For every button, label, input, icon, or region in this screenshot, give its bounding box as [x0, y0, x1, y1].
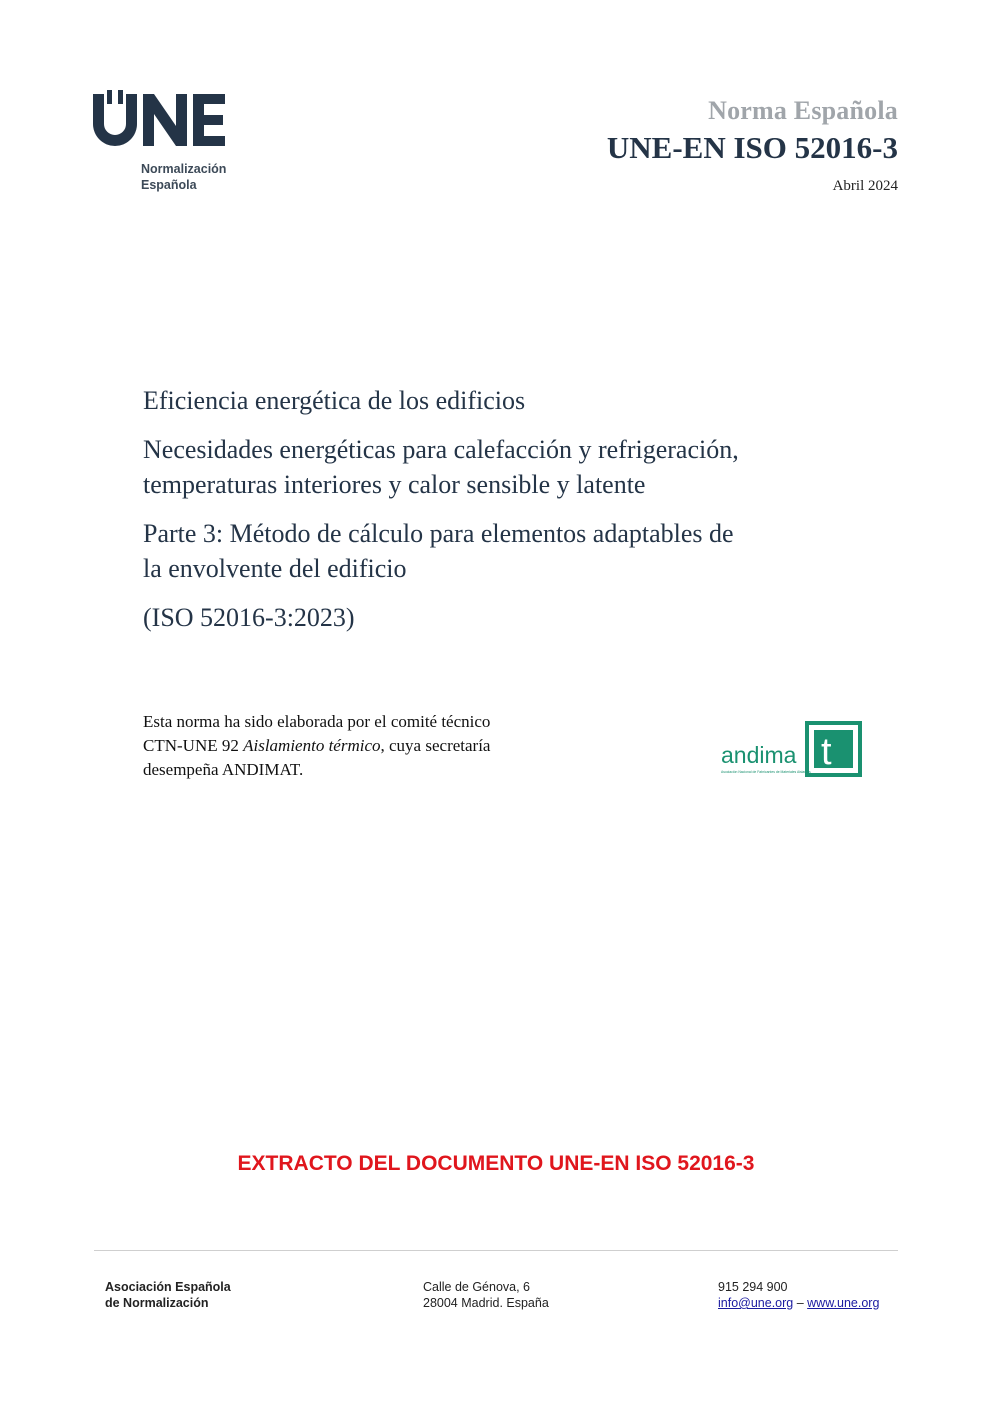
footer-address-line-2: 28004 Madrid. España — [423, 1296, 549, 1310]
committee-line-1: Esta norma ha sido elaborada por el comité técnico — [143, 712, 491, 731]
footer-email-link[interactable]: info@une.org — [718, 1296, 794, 1310]
title-line-5: la envolvente del edificio — [143, 554, 407, 583]
footer-phone: 915 294 900 — [718, 1280, 788, 1294]
title-line-3: temperaturas interiores y calor sensible y latente — [143, 470, 646, 499]
norma-label: Norma Española — [708, 96, 898, 125]
andimat-logo — [720, 720, 865, 780]
footer-website-link[interactable]: www.une.org — [807, 1296, 880, 1310]
andimat-logo-letter: t — [821, 731, 832, 773]
footer-organization — [105, 1279, 231, 1311]
norma-code: UNE-EN ISO 52016-3 — [606, 130, 898, 165]
andimat-logo-text: andima — [721, 742, 797, 768]
une-logo-mark — [93, 90, 233, 148]
footer-links — [718, 1295, 879, 1311]
committee-name: Aislamiento térmico — [243, 736, 381, 755]
title-line-1: Eficiencia energética de los edificios — [143, 386, 526, 415]
title-line-6: (ISO 52016-3:2023) — [143, 603, 355, 632]
logo-subtitle-line2: Española — [141, 178, 197, 192]
publication-date: Abril 2024 — [832, 178, 898, 194]
footer-org-line-2: de Normalización — [105, 1296, 209, 1310]
extract-notice: EXTRACTO DEL DOCUMENTO UNE-EN ISO 52016-3 — [237, 1152, 755, 1175]
committee-suffix: , cuya secretaría — [380, 736, 491, 755]
title-line-2: Necesidades energéticas para calefacción y refrigeración, — [143, 435, 739, 464]
footer-address-line-1: Calle de Génova, 6 — [423, 1280, 531, 1294]
footer-divider — [94, 1250, 898, 1251]
footer-address — [423, 1279, 549, 1311]
committee-line-3: desempeña ANDIMAT. — [143, 760, 304, 779]
title-line-4: Parte 3: Método de cálculo para elementos adaptables de — [143, 519, 734, 548]
footer-org-line-1: Asociación Española — [105, 1280, 231, 1294]
une-logo — [93, 90, 243, 200]
logo-subtitle-line1: Normalización — [141, 162, 227, 176]
committee-statement — [143, 710, 613, 782]
andimat-tagline: Asociación Nacional de Fabricantes de Materiales Aislantes — [721, 770, 811, 774]
footer-link-separator: – — [793, 1296, 808, 1310]
footer-contact — [718, 1279, 879, 1311]
committee-line-2 — [143, 734, 613, 758]
committee-prefix: CTN-UNE 92 — [143, 736, 244, 755]
